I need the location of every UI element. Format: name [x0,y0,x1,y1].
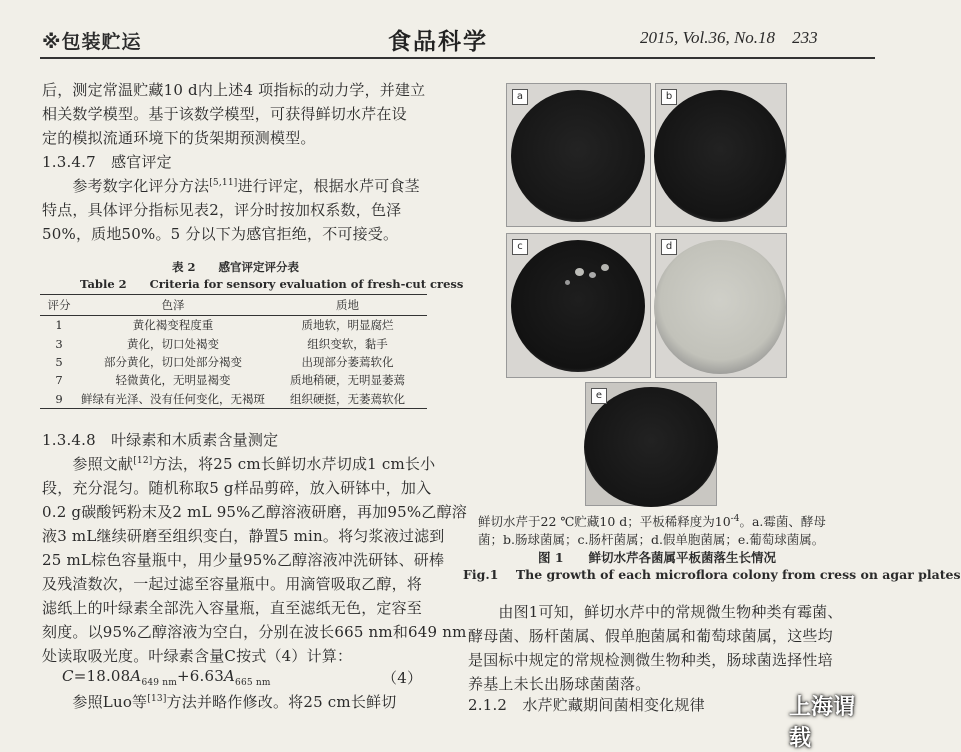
table-row [40,371,427,389]
header-rule [40,57,875,59]
colony [565,280,570,285]
table-cell: 质地稍硬，无明显萎蔫 [290,373,405,388]
left-p3-line: 及残渣数次，一起过滤至容量瓶中。用滴管吸取乙醇，将 [42,575,423,593]
petri-dish [654,240,786,374]
left-p1-line: 后，测定常温贮藏10 d内上述4 项指标的动力学，并建立 [42,81,426,99]
page-number: 233 [792,28,818,47]
left-p2-line: 特点，具体评分指标见表2，评分时按加权系数，色泽 [42,201,402,219]
section-heading-1348: 1.3.4.8 叶绿素和木质素含量测定 [42,431,279,449]
eq-part: =18.08 [73,667,131,685]
table-row [40,316,427,335]
table-row [40,353,427,371]
left-p4-line [42,691,396,712]
table-header-cell: 评分 [40,295,78,316]
text-run: 。a.霉菌、酵母 [739,514,826,529]
eq-var: C [62,667,74,685]
table-row [40,390,427,409]
colony [589,272,596,278]
table-row [40,334,427,352]
text-run: 鲜切水芹于22 ℃贮藏10 d；平板稀释度为10 [478,514,731,529]
plate-photo-a [506,83,651,227]
plate-label: b [661,89,677,105]
left-p3-line [42,453,435,474]
table-cell: 3 [55,336,63,351]
left-p3-line: 0.2 g碳酸钙粉末及2 mL 95%乙醇溶液研磨，再加95%乙醇溶 [42,503,467,521]
left-p3-line: 处读取吸光度。叶绿素含量C按式（4）计算： [42,647,353,665]
eq-var: A [224,667,236,685]
text-run: The growth of each microflora colony from cress on agar plates [515,567,961,582]
left-p1-line: 定的模拟流通环境下的货架期预测模型。 [42,129,316,147]
left-p3-line: 滤纸上的叶绿素全部洗入容量瓶，直至滤纸无色，定容至 [42,599,423,617]
eq-part: +6.63 [177,667,224,685]
table-cell: 9 [40,390,78,409]
table-cell: 组织硬挺，无萎蔫软化 [268,390,427,409]
left-p2-line [42,175,420,196]
left-p3-line: 液3 mL继续研磨至组织变白，静置5 min。将匀浆液过滤到 [42,527,445,545]
equation-number: （4） [382,669,423,687]
equation-4 [62,667,271,688]
section-label: ※包装贮运 [42,31,142,53]
issue-info [640,28,818,48]
text-run: 参照文献 [42,455,134,473]
table-cell: 黄化，切口处褐变 [127,336,219,351]
left-p2-line: 50%，质地50%。5 分以下为感官拒绝，不可接受。 [42,225,399,243]
table-title-en: Table 2 Criteria for sensory evaluation of fresh-cut cress [80,277,464,291]
table-cell: 出现部分萎蔫软化 [301,354,394,369]
text-run: Fig.1 [463,567,499,582]
table-cell: 质地软，明显腐烂 [301,318,394,333]
plate-photo-c [506,233,651,378]
section-heading-212: 2.1.2 水芹贮藏期间菌相变化规律 [468,696,705,714]
plate-photo-e [585,382,717,506]
table-cell: 黄化褐变程度重 [132,318,214,333]
exponent: -4 [730,513,740,524]
table-cell: 组织变软，黏手 [307,336,388,351]
text-run: 方法，将25 cm长鲜切水芹切成1 cm长小 [152,455,436,473]
figure-title-en [463,567,961,582]
figure-caption-line: 菌；b.肠球菌属；c.肠杆菌属；d.假单胞菌属；e.葡萄球菌属。 [478,532,825,547]
plate-photo-d [655,233,787,378]
eq-sub: 649 nm [141,678,178,688]
eq-var: A [130,667,142,685]
eq-sub: 665 nm [235,678,271,688]
figure-title-cn: 图 1 鲜切水芹各菌属平板菌落生长情况 [538,550,777,565]
text-run: 进行评定，根据水芹可食茎 [237,177,420,195]
sensory-table [40,294,427,409]
right-p1-line: 酵母菌、肠杆菌属、假单胞菌属和葡萄球菌属，这些均 [468,627,833,645]
text-run: 参照Luo等 [42,693,148,711]
colony [575,268,584,276]
table-header-row [40,295,427,316]
left-p1-line: 相关数学模型。基于该数学模型，可获得鲜切水芹在设 [42,105,407,123]
right-p1-line: 养基上未长出肠球菌菌落。 [468,675,651,693]
figure-caption-line [478,512,826,530]
section-heading-1347: 1.3.4.7 感官评定 [42,153,172,171]
watermark: 上海谓载 [789,695,856,751]
left-p3-line: 25 mL棕色容量瓶中，用少量95%乙醇溶液冲洗研钵、研棒 [42,551,445,569]
table-cell: 轻微黄化，无明显褐变 [115,373,231,388]
plate-label: e [591,388,607,404]
text-run: 参考数字化评分方法 [42,177,210,195]
petri-dish [511,240,645,372]
citation: [5,11] [209,178,238,188]
table-cell: 1 [55,318,63,333]
colony [601,264,609,271]
right-p1-line: 是国标中规定的常规检测微生物种类，肠球菌选择性培 [468,651,833,669]
left-p3-line: 刻度。以95%乙醇溶液为空白，分别在波长665 nm和649 nm [42,623,467,641]
table-header-cell: 质地 [268,295,427,316]
citation: [13] [147,694,167,704]
plate-photo-b [655,83,787,227]
plate-label: c [512,239,528,255]
issue-text: 2015, Vol.36, No.18 [640,28,776,47]
table-cell: 鲜绿有光泽、没有任何变化，无褐斑 [78,390,268,409]
plate-label: d [661,239,677,255]
journal-title: 食品科学 [388,29,488,55]
table-cell: 5 [55,354,63,369]
citation: [12] [133,456,153,466]
table-title-cn: 表 2 感官评定评分表 [172,260,300,274]
text-run: 方法并略作修改。将25 cm长鲜切 [166,693,397,711]
petri-dish [511,90,645,222]
plate-label: a [512,89,528,105]
table-cell: 7 [55,373,63,388]
table-header-cell: 色泽 [78,295,268,316]
table-cell: 部分黄化，切口处部分褐变 [104,354,242,369]
left-p3-line: 段，充分混匀。随机称取5 g样品剪碎，放入研钵中，加入 [42,479,432,497]
petri-dish [654,90,786,222]
petri-dish [584,387,718,507]
right-p1-line: 由图1可知，鲜切水芹中的常规微生物种类有霉菌、 [468,603,843,621]
